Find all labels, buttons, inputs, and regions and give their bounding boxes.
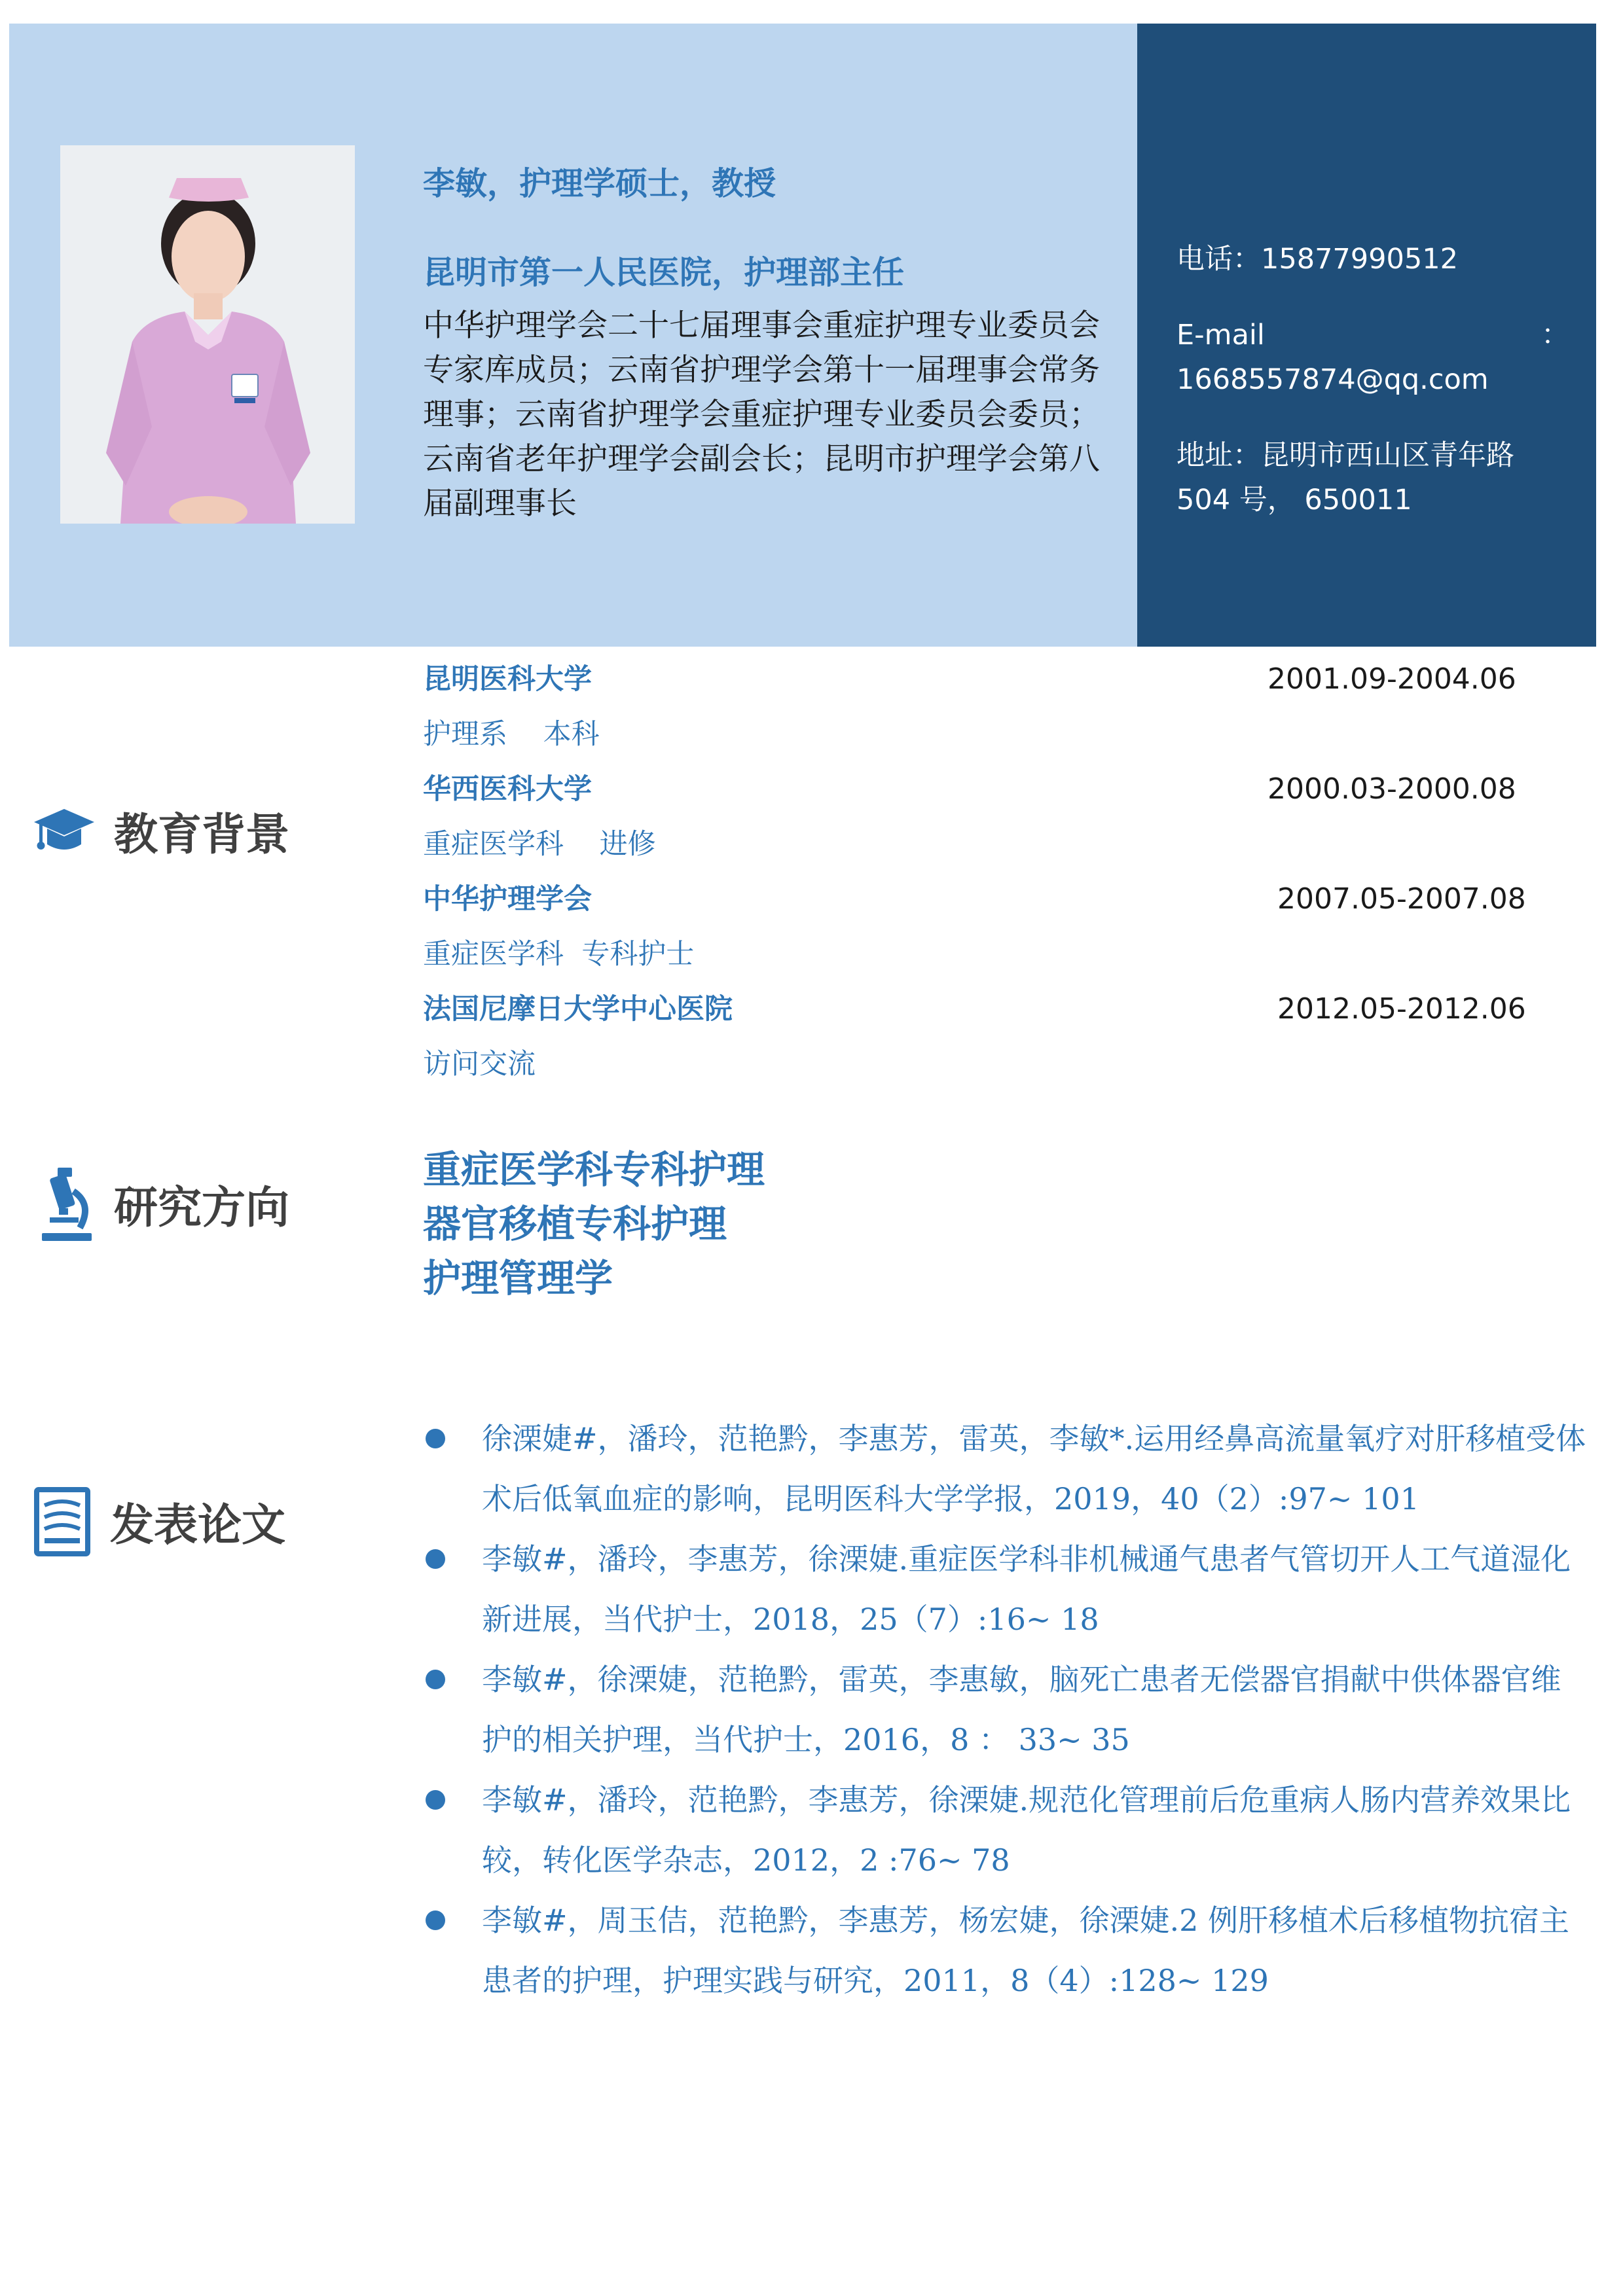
paper-item (423, 1408, 1587, 1529)
document-icon (33, 1486, 92, 1558)
paper-author-self: 李敏 (482, 1662, 542, 1697)
bullet-icon (426, 1429, 445, 1448)
education-date: 2007.05-2007.08 (1277, 882, 1526, 916)
education-list (423, 652, 1526, 1092)
profile-photo (60, 145, 355, 524)
contact-panel (1137, 24, 1596, 647)
graduation-cap-icon (33, 805, 96, 857)
education-item (423, 762, 1516, 872)
organization-title: 昆明市第一人民医院，护理部主任 (423, 254, 905, 291)
paper-item (423, 1770, 1587, 1890)
education-school: 法国尼摩日大学中心医院 (423, 993, 733, 1026)
papers-title: 发表论文 (110, 1499, 285, 1551)
bullet-icon (426, 1549, 445, 1569)
paper-item (423, 1649, 1587, 1770)
paper-citation: #，潘玲，范艳黔，李惠芳，徐溧婕.规范化管理前后危重病人肠内营养效果比较，转化医学杂志，2012，2 :76~ 78 (482, 1782, 1571, 1878)
research-title: 研究方向 (114, 1182, 289, 1233)
email-link[interactable]: 1668557874@qq.com (1176, 363, 1489, 396)
education-item (423, 872, 1526, 982)
section-heading-research (33, 1165, 289, 1244)
education-school: 昆明医科大学 (423, 663, 592, 696)
education-title: 教育背景 (114, 809, 289, 860)
research-list (423, 1143, 765, 1306)
bullet-icon (426, 1790, 445, 1810)
research-item: 重症医学科专科护理 (423, 1147, 765, 1192)
paper-author-self: 李敏 (1049, 1421, 1110, 1456)
papers-list (423, 1408, 1587, 2011)
bullet-icon (426, 1670, 445, 1689)
education-date: 2000.03-2000.08 (1267, 772, 1516, 806)
paper-citation: #，周玉佶，范艳黔，李惠芳，杨宏婕，徐溧婕.2 例肝移植术后移植物抗宿主患者的护理，护理实践与研究，2011，8（4）:128~ 129 (482, 1903, 1570, 1998)
phone-text: 电话：15877990512 (1176, 243, 1458, 276)
header-panel (9, 24, 1596, 647)
person-name-title: 李敏，护理学硕士，教授 (423, 165, 776, 202)
research-item: 护理管理学 (423, 1256, 613, 1300)
paper-authors-pre: 徐溧婕#，潘玲，范艳黔，李惠芳，雷英， (482, 1421, 1049, 1456)
paper-author-self: 李敏 (482, 1541, 542, 1577)
section-heading-education (33, 800, 289, 863)
email-block (1176, 313, 1569, 402)
research-item: 器官移植专科护理 (423, 1202, 727, 1246)
paper-author-self: 李敏 (482, 1903, 542, 1938)
education-major: 护理系 本科 (423, 718, 600, 751)
email-colon: ： (1541, 319, 1569, 351)
education-item (423, 982, 1526, 1092)
section-heading-papers (33, 1486, 285, 1558)
education-school: 华西医科大学 (423, 773, 592, 806)
bio-text: 中华护理学会二十七届理事会重症护理专业委员会专家库成员；云南省护理学会第十一届理事会常务理事；云南省护理学会重症护理专业委员会委员；云南省老年护理学会副会长；昆明市护理学会第八届副理事长 (423, 308, 1100, 522)
paper-citation: #，徐溧婕，范艳黔，雷英，李惠敏，脑死亡患者无偿器官捐献中供体器官维护的相关护理，当代护士，2016，8 ： 33~ 35 (482, 1662, 1561, 1757)
paper-item (423, 1890, 1587, 2011)
education-school: 中华护理学会 (423, 883, 592, 916)
education-major: 重症医学科 专科护士 (423, 938, 695, 971)
address-block (1176, 433, 1569, 522)
paper-citation: *.运用经鼻高流量氧疗对肝移植受体术后低氧血症的影响，昆明医科大学学报，2019，40（2）:97~ 101 (482, 1421, 1586, 1516)
education-item (423, 652, 1516, 762)
education-major: 访问交流 (423, 1048, 536, 1081)
education-date: 2001.09-2004.06 (1267, 662, 1516, 696)
paper-citation: #，潘玲，李惠芳，徐溧婕.重症医学科非机械通气患者气管切开人工气道湿化新进展，当代护士，2018，25（7）:16~ 18 (482, 1541, 1571, 1637)
paper-item (423, 1529, 1587, 1649)
education-date: 2012.05-2012.06 (1277, 992, 1526, 1026)
email-label: E-mail (1176, 319, 1265, 351)
bullet-icon (426, 1910, 445, 1930)
paper-author-self: 李敏 (482, 1782, 542, 1818)
address-line-2: 504 号， 650011 (1176, 484, 1412, 516)
education-major: 重症医学科 进修 (423, 828, 656, 861)
nurse-portrait-image (60, 145, 355, 524)
address-line-1: 地址：昆明市西山区青年路 (1176, 439, 1514, 472)
microscope-icon (33, 1165, 96, 1244)
